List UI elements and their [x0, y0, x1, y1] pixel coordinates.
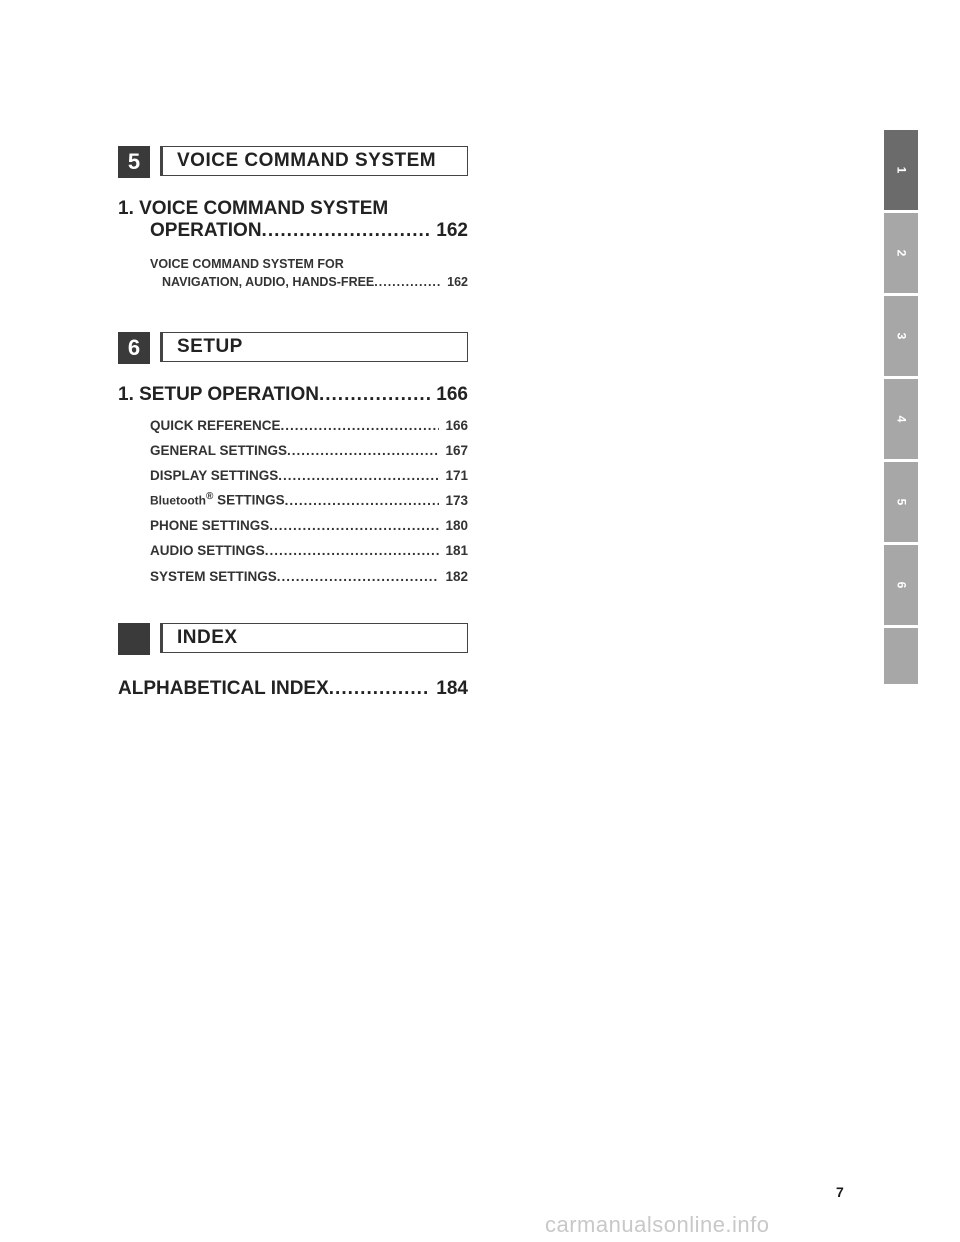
- chapter-voice-line2: OPERATION: [150, 220, 262, 241]
- section-title-5: VOICE COMMAND SYSTEM: [160, 146, 468, 176]
- chapter-tab-label: 3: [894, 332, 908, 340]
- toc-item-label: DISPLAY SETTINGS: [150, 468, 279, 483]
- chapter-tab-5[interactable]: [884, 462, 918, 542]
- alphabetical-index-page: 184: [436, 678, 468, 699]
- chapter-tab-index[interactable]: [884, 628, 918, 684]
- leader-dots: [281, 418, 440, 433]
- leader-dots: [278, 468, 439, 483]
- chapter-tab-label: 4: [894, 415, 908, 423]
- leader-dots: [319, 384, 430, 406]
- toc-item-audio-settings[interactable]: [150, 543, 468, 558]
- voice-sub-line2: NAVIGATION, AUDIO, HANDS-FREE: [162, 275, 375, 289]
- chapter-tab-2[interactable]: [884, 213, 918, 293]
- chapter-voice-entry[interactable]: [150, 220, 468, 242]
- chapter-setup-label: 1. SETUP OPERATION: [118, 384, 319, 405]
- chapter-tab-1[interactable]: [884, 130, 918, 210]
- toc-item-bluetooth-settings[interactable]: [150, 491, 468, 508]
- alphabetical-index-entry[interactable]: [118, 678, 468, 700]
- section-title-index: INDEX: [160, 623, 468, 653]
- chapter-setup-entry[interactable]: [118, 384, 468, 406]
- chapter-voice-line1[interactable]: 1. VOICE COMMAND SYSTEM: [118, 198, 389, 219]
- alphabetical-index-label: ALPHABETICAL INDEX: [118, 678, 329, 699]
- chapter-tab-label: 1: [894, 166, 908, 174]
- leader-dots: [285, 493, 440, 508]
- toc-item-label: [150, 491, 285, 508]
- leader-dots: [277, 569, 440, 584]
- toc-item-page: 166: [445, 418, 468, 433]
- toc-item-label: PHONE SETTINGS: [150, 518, 270, 533]
- toc-item-label: QUICK REFERENCE: [150, 418, 281, 433]
- chapter-tab-3[interactable]: [884, 296, 918, 376]
- section-number-6: 6: [118, 332, 150, 364]
- toc-item-general-settings[interactable]: [150, 443, 468, 458]
- chapter-voice-page: 162: [436, 220, 468, 241]
- registered-mark: ®: [206, 491, 214, 502]
- voice-sub-line1[interactable]: VOICE COMMAND SYSTEM FOR: [150, 257, 344, 271]
- toc-item-label: AUDIO SETTINGS: [150, 543, 265, 558]
- toc-item-label: GENERAL SETTINGS: [150, 443, 288, 458]
- chapter-tab-label: 6: [894, 581, 908, 589]
- chapter-tab-label: 2: [894, 249, 908, 257]
- toc-item-display-settings[interactable]: [150, 468, 468, 483]
- toc-item-page: 173: [445, 492, 468, 508]
- voice-sub-entry[interactable]: [162, 275, 468, 289]
- toc-item-page: 180: [445, 518, 468, 533]
- leader-dots: [269, 518, 439, 533]
- watermark: carmanualsonline.info: [545, 1212, 770, 1237]
- voice-sub-page: 162: [447, 275, 468, 289]
- toc-item-system-settings[interactable]: [150, 569, 468, 584]
- leader-dots: [265, 543, 440, 558]
- section-header-6: [118, 332, 470, 364]
- leader-dots: [374, 275, 441, 289]
- toc-item-page: 181: [445, 543, 468, 558]
- chapter-tab-label: 5: [894, 498, 908, 506]
- bluetooth-word: Bluetooth: [150, 493, 206, 508]
- toc-item-quick-reference[interactable]: [150, 418, 468, 433]
- leader-dots: [262, 220, 431, 242]
- toc-item-page: 171: [445, 468, 468, 483]
- chapter-tab-6[interactable]: [884, 545, 918, 625]
- leader-dots: [287, 443, 439, 458]
- toc-item-label: SYSTEM SETTINGS: [150, 569, 277, 584]
- page-number: 7: [836, 1184, 844, 1200]
- chapter-setup-page: 166: [436, 384, 468, 405]
- toc-item-page: 182: [445, 569, 468, 584]
- section-number-5: 5: [118, 146, 150, 178]
- section-index-block: [118, 623, 150, 655]
- settings-word: SETTINGS: [213, 492, 285, 508]
- section-title-6: SETUP: [160, 332, 468, 362]
- leader-dots: [329, 678, 431, 700]
- section-header-5: [118, 146, 470, 178]
- section-header-index: [118, 623, 470, 655]
- toc-item-phone-settings[interactable]: [150, 518, 468, 533]
- toc-item-page: 167: [445, 443, 468, 458]
- chapter-tab-4[interactable]: [884, 379, 918, 459]
